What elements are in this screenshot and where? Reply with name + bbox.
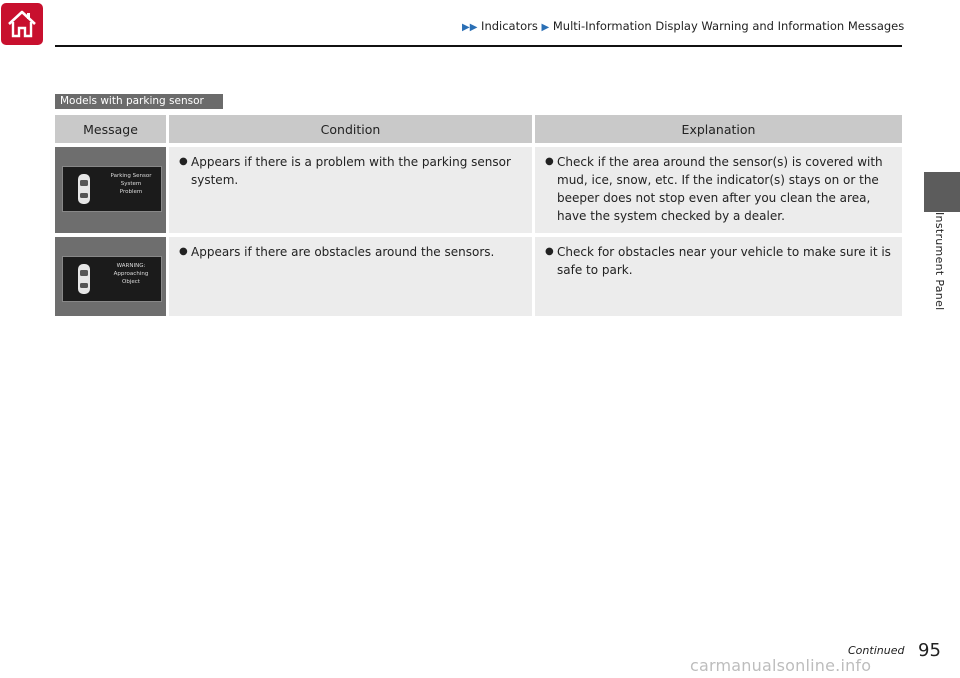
bullet-icon: ● bbox=[179, 156, 188, 167]
column-header-message: Message bbox=[55, 115, 169, 143]
breadcrumb-arrow-icon: ▶ bbox=[541, 22, 550, 33]
condition-cell bbox=[169, 233, 535, 316]
explanation-text: Check for obstacles near your vehicle to make sure it is safe to park. bbox=[557, 245, 891, 277]
condition-cell bbox=[169, 143, 535, 233]
section-tag: Models with parking sensor bbox=[55, 94, 223, 109]
column-header-explanation: Explanation bbox=[535, 115, 902, 143]
display-screen bbox=[62, 166, 162, 212]
column-header-condition: Condition bbox=[169, 115, 535, 143]
continued-label: Continued bbox=[848, 644, 905, 657]
table-row bbox=[55, 233, 902, 316]
home-icon bbox=[6, 9, 38, 39]
table-header-row bbox=[55, 115, 902, 143]
explanation-text: Check if the area around the sensor(s) is covered with mud, ice, snow, etc. If the indicator(s) stays on or the beeper does not stop even after you clean the area, have the system checked by a dealer. bbox=[557, 155, 883, 223]
condition-text: Appears if there is a problem with the parking sensor system. bbox=[191, 155, 511, 187]
message-cell bbox=[55, 143, 169, 233]
breadcrumb-item-current[interactable]: Multi-Information Display Warning and Information Messages bbox=[552, 19, 905, 33]
bullet-icon: ● bbox=[545, 156, 554, 167]
table-row bbox=[55, 143, 902, 233]
page-number: 95 bbox=[918, 640, 941, 661]
condition-text: Appears if there are obstacles around the sensors. bbox=[191, 245, 495, 259]
explanation-cell bbox=[535, 143, 902, 233]
bullet-icon: ● bbox=[545, 246, 554, 257]
breadcrumb bbox=[462, 19, 904, 33]
header-divider bbox=[55, 45, 902, 47]
breadcrumb-item-indicators[interactable]: Indicators bbox=[481, 19, 538, 33]
explanation-cell bbox=[535, 233, 902, 316]
watermark: carmanualsonline.info bbox=[690, 656, 872, 675]
screen-message: Parking Sensor System Problem bbox=[110, 173, 152, 195]
section-tab-marker bbox=[924, 172, 960, 212]
bullet-icon: ● bbox=[179, 246, 188, 257]
display-screen bbox=[62, 256, 162, 302]
message-cell bbox=[55, 233, 169, 316]
messages-table bbox=[55, 115, 902, 316]
section-side-label: Instrument Panel bbox=[933, 212, 946, 311]
breadcrumb-arrow-icon: ▶▶ bbox=[462, 22, 478, 33]
car-icon bbox=[77, 263, 91, 295]
car-icon bbox=[77, 173, 91, 205]
home-button[interactable] bbox=[1, 3, 43, 45]
screen-message: WARNING: Approaching Object bbox=[113, 263, 149, 285]
